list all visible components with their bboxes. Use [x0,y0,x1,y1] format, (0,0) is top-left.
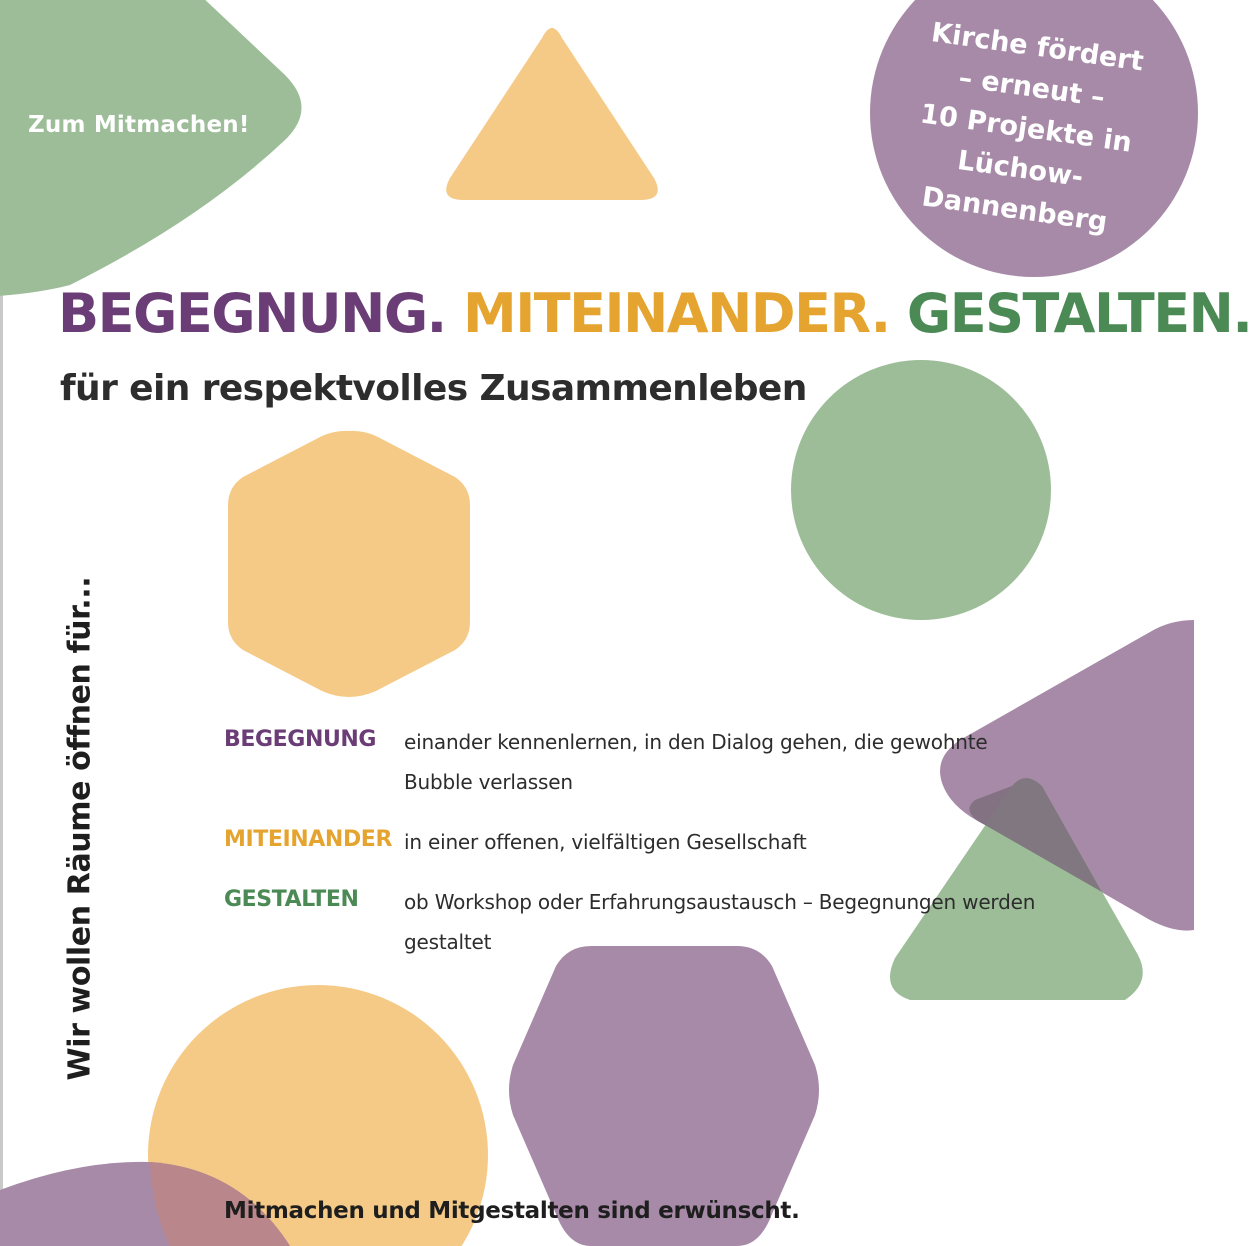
badge-line: Kirche fördert [929,17,1146,78]
headline-word-begegnung: BEGEGNUNG. [58,282,446,345]
definition-row [224,722,1044,802]
definition-term: GESTALTEN [224,887,359,912]
definition-description: ob Workshop oder Erfahrungsaustausch – Begegnungen werden gestaltet [404,890,1036,954]
definition-description: einander kennenlernen, in den Dialog gehen, die gewohnte Bubble verlassen [404,730,988,794]
badge-line: Lüchow-Dannenberg [919,144,1110,239]
definition-list [224,722,1044,982]
definition-description: in einer offenen, vielfältigen Gesellschaft [404,830,807,854]
orange-hexagon [228,431,470,697]
definition-row [224,882,1044,962]
definition-term: BEGEGNUNG [224,727,377,752]
badge-line: – erneut – [956,62,1107,114]
definition-row [224,822,1044,862]
headline-word-miteinander: MITEINANDER. [462,282,890,345]
corner-label: Zum Mitmachen! [28,112,250,138]
definition-term: MITEINANDER [224,827,392,852]
subtitle: für ein respektvolles Zusammenleben [60,368,807,409]
green-circle [791,360,1051,620]
headline-word-gestalten: GESTALTEN. [906,282,1251,345]
vertical-caption: Wir wollen Räume öffnen für... [62,576,98,1081]
green-corner-triangle [0,0,302,298]
badge-line: 10 Projekte in [918,98,1134,159]
page-title [58,282,1251,345]
orange-top-triangle [446,28,658,200]
footer-text: Mitmachen und Mitgestalten sind erwünscht. [224,1198,800,1224]
badge-text [863,6,1189,251]
